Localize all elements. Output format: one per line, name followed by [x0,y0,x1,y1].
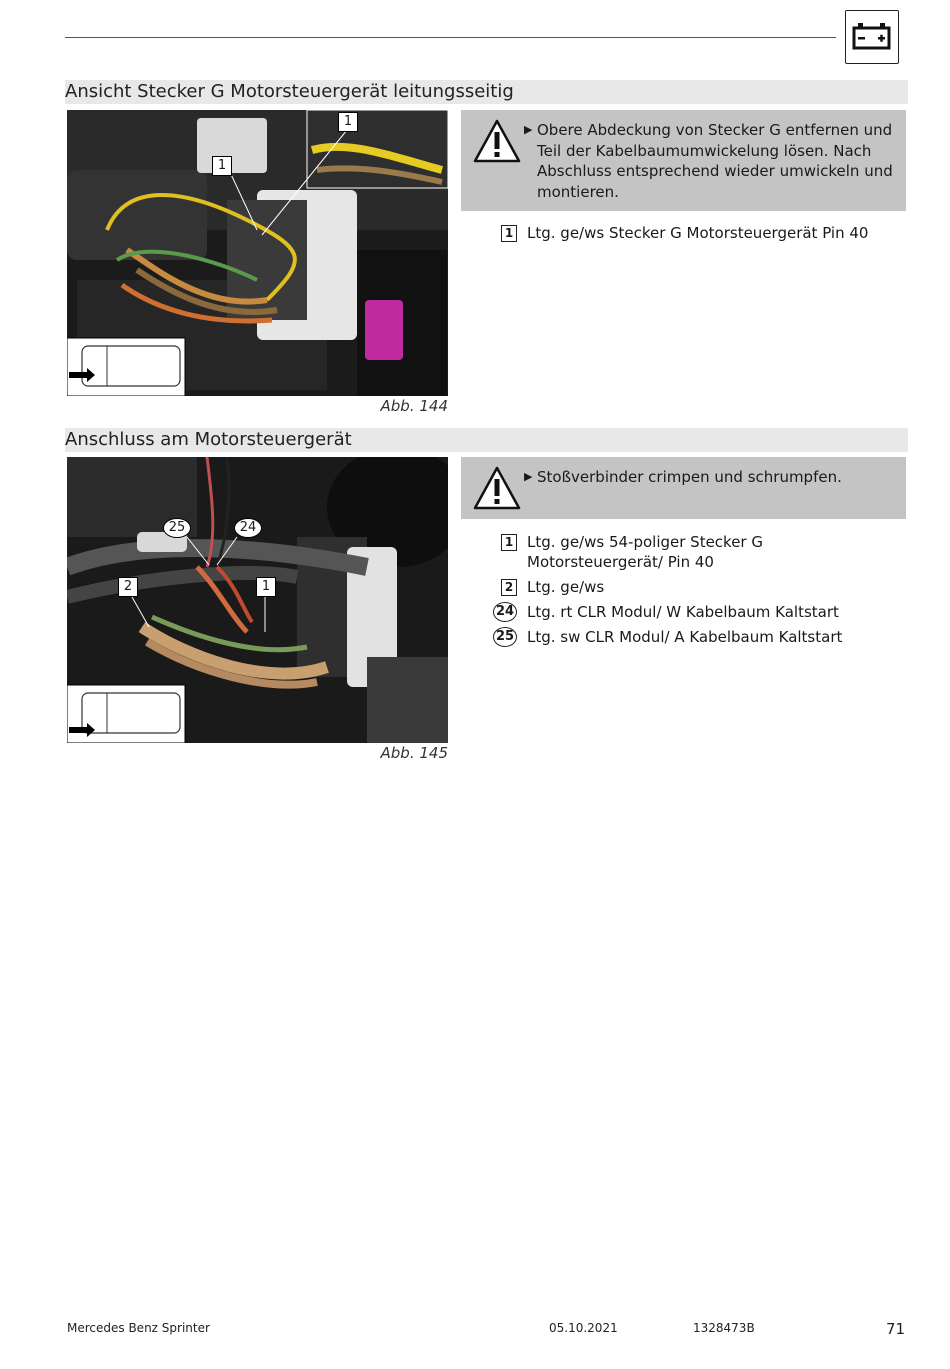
legend-2 [493,532,903,652]
caption-abb-144: Abb. 144 [380,397,448,415]
caption-abb-145: Abb. 145 [380,744,448,762]
legend-item [493,627,903,647]
legend-item [493,577,903,597]
bullet-arrow-icon: ▶ [524,470,533,483]
legend-number: 2 [501,579,517,596]
page-number: 71 [886,1320,906,1338]
photo-label-2: 2 [118,577,138,597]
legend-text: Ltg. ge/ws 54-poliger Stecker G Motorsteuergerät/ Pin 40 [527,533,763,571]
header-rule [65,37,836,38]
warning-text-2 [524,467,899,488]
photo-label-1: 1 [212,156,232,176]
legend-number-circle: 24 [493,602,517,622]
legend-text: Ltg. rt CLR Modul/ W Kabelbaum Kaltstart [527,603,839,621]
photo-abb-145 [67,457,448,743]
legend-1 [493,223,903,248]
footer-doc-number: 1328473B [693,1321,755,1335]
legend-item [493,223,903,243]
photo-label-1-inset: 1 [338,112,358,132]
legend-text: Ltg. sw CLR Modul/ A Kabelbaum Kaltstart [527,628,843,646]
warning-box-1 [461,110,906,211]
footer-date: 05.10.2021 [549,1321,618,1335]
legend-number: 1 [501,225,517,242]
photo-label-24: 24 [234,518,262,538]
warning-triangle-icon [472,465,522,511]
legend-item [493,532,903,572]
warning-triangle-icon [472,118,522,164]
photo-label-25: 25 [163,518,191,538]
warning-text-1 [524,120,899,202]
legend-text: Ltg. ge/ws [527,578,605,596]
photo-label-1: 1 [256,577,276,597]
section-title-1: Ansicht Stecker G Motorsteuergerät leitungsseitig [65,80,908,104]
warning-box-2 [461,457,906,519]
bullet-arrow-icon: ▶ [524,123,533,136]
photo-abb-144 [67,110,448,396]
legend-number-circle: 25 [493,627,517,647]
warning-text-1-content: Obere Abdeckung von Stecker G entfernen und Teil der Kabelbaumumwickelung lösen. Nach Abschluss entsprechend wieder umwickeln und montieren. [537,121,893,201]
footer-vehicle: Mercedes Benz Sprinter [67,1321,210,1335]
legend-number: 1 [501,534,517,551]
section-title-2: Anschluss am Motorsteuergerät [65,428,908,452]
battery-icon [845,10,899,64]
warning-text-2-content: Stoßverbinder crimpen und schrumpfen. [537,468,842,486]
legend-text: Ltg. ge/ws Stecker G Motorsteuergerät Pin 40 [527,224,869,242]
legend-item [493,602,903,622]
